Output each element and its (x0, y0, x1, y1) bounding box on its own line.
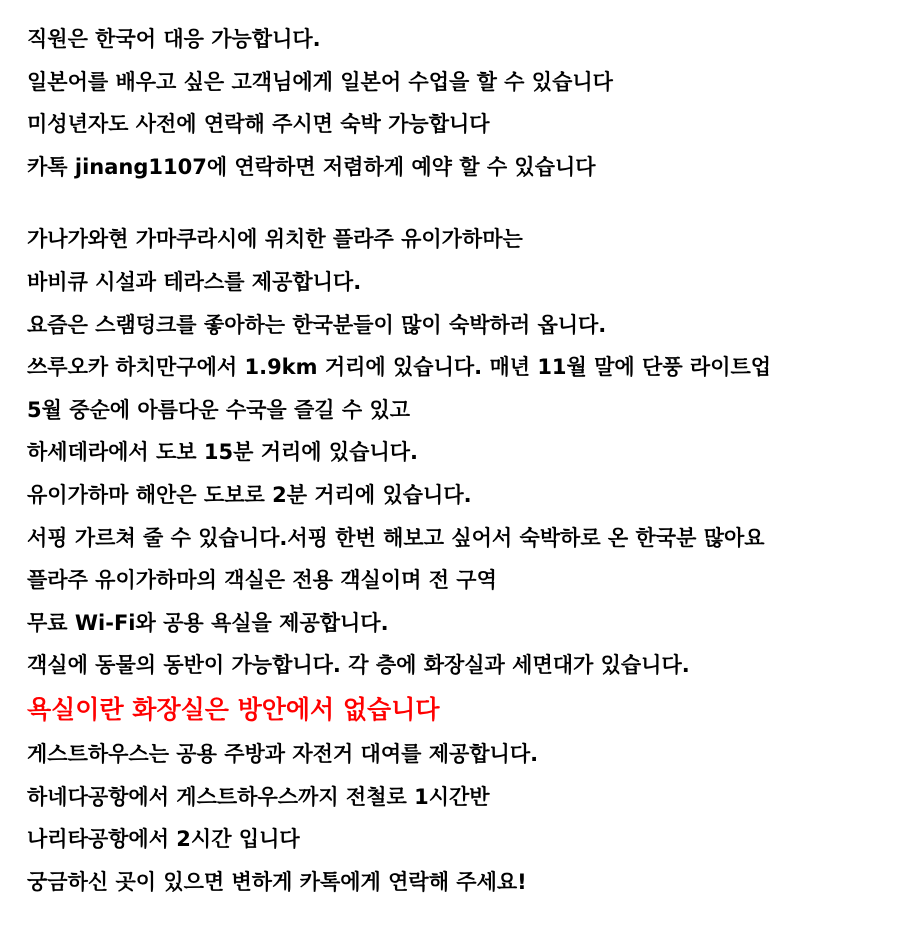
body-line-4: 쓰루오카 하치만구에서 1.9km 거리에 있습니다. 매년 11월 말에 단풍 라이트업 (27, 355, 772, 380)
body-line-7: 유이가하마 해안은 도보로 2분 거리에 있습니다. (27, 482, 472, 507)
closing-line-2: 하네다공항에서 게스트하우스까지 전철로 1시간반 (27, 784, 490, 809)
body-line-5: 5월 중순에 아름다운 수국을 즐길 수 있고 (27, 397, 411, 422)
intro-line-2: 일본어를 배우고 싶은 고객님에게 일본어 수업을 할 수 있습니다 (27, 69, 613, 94)
bathroom-warning: 욕실이란 화장실은 방안에서 없습니다 (27, 694, 440, 724)
body-line-11: 객실에 동물의 동반이 가능합니다. 각 층에 화장실과 세면대가 있습니다. (27, 653, 690, 678)
closing-line-1: 게스트하우스는 공용 주방과 자전거 대여를 제공합니다. (27, 741, 539, 766)
body-line-1: 가나가와현 가마쿠라시에 위치한 플라주 유이가하마는 (27, 227, 523, 252)
body-line-2: 바비큐 시설과 테라스를 제공합니다. (27, 269, 362, 294)
intro-line-1: 직원은 한국어 대응 가능합니다. (27, 27, 321, 51)
body-line-3: 요즘은 스램덩크를 좋아하는 한국분들이 많이 숙박하러 옵니다. (27, 312, 607, 337)
body-line-9: 플라주 유이가하마의 객실은 전용 객실이며 전 구역 (27, 568, 497, 593)
body-line-6: 하세데라에서 도보 15분 거리에 있습니다. (27, 440, 419, 465)
intro-line-4: 카톡 jinang1107에 연락하면 저렴하게 예약 할 수 있습니다 (27, 154, 596, 179)
closing-line-3: 나리타공항에서 2시간 입니다 (27, 827, 300, 852)
body-line-10: 무료 Wi-Fi와 공용 욕실을 제공합니다. (27, 610, 389, 635)
body-line-8: 서핑 가르쳐 줄 수 있습니다.서핑 한번 해보고 싶어서 숙박하로 온 한국분 많아요 (27, 525, 765, 550)
paragraph-gap (27, 188, 903, 218)
intro-line-3: 미성년자도 사전에 연락해 주시면 숙박 가능합니다 (27, 112, 490, 137)
closing-line-4: 궁금하신 곳이 있으면 변하게 카톡에게 연락해 주세요! (27, 869, 527, 894)
